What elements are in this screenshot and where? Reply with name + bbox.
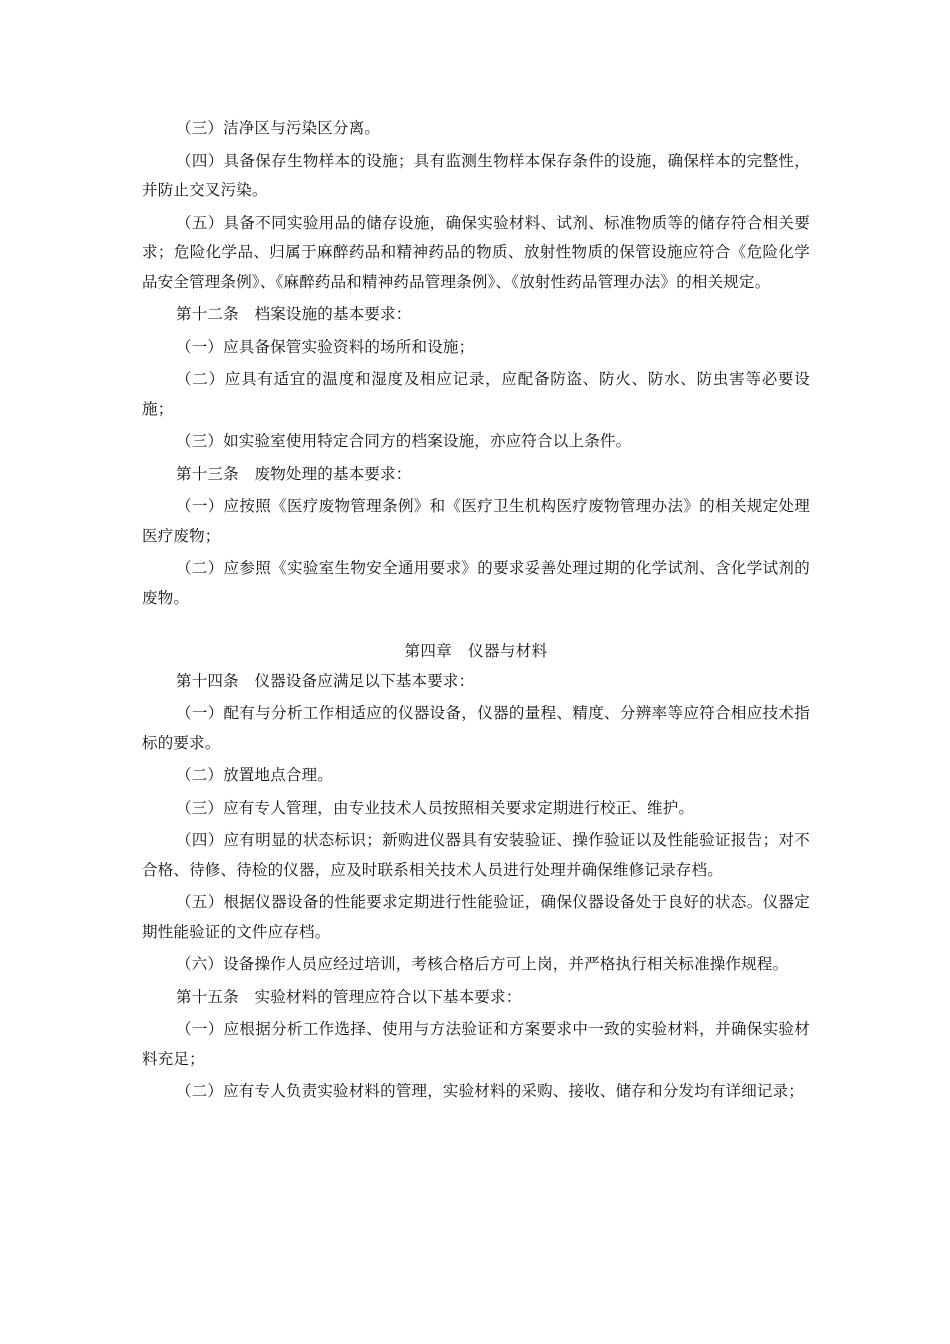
paragraph: （一）应根据分析工作选择、使用与方法验证和方案要求中一致的实验材料，并确保实验材料充足； [142,1020,810,1068]
document-page [142,114,810,1110]
paragraph: （五）具备不同实验用品的储存设施，确保实验材料、试剂、标准物质等的储存符合相关要求；危险化学品、归属于麻醉药品和精神药品的物质、放射性物质的保管设施应符合《危险化学品安全管理条例》、《麻醉药品和精神药品管理条例》、《放射性药品管理办法》的相关规定。 [142,213,810,291]
paragraph: （二）应参照《实验室生物安全通用要求》的要求妥善处理过期的化学试剂、含化学试剂的废物。 [142,559,810,607]
article-heading: 第十二条 档案设施的基本要求： [176,305,412,323]
paragraph: （六）设备操作人员应经过培训，考核合格后方可上岗，并严格执行相关标准操作规程。 [176,955,789,973]
paragraph: （三）应有专人管理，由专业技术人员按照相关要求定期进行校正、维护。 [176,798,695,817]
paragraph: （四）应有明显的状态标识；新购进仪器具有安装验证、操作验证以及性能验证报告；对不合格、待修、待检的仪器，应及时联系相关技术人员进行处理并确保维修记录存档。 [142,831,810,879]
paragraph: （四）具备保存生物样本的设施；具有监测生物样本保存条件的设施，确保样本的完整性，并防止交叉污染。 [142,151,810,199]
article-heading: 第十四条 仪器设备应满足以下基本要求： [176,671,475,690]
paragraph: （二）放置地点合理。 [176,766,334,784]
paragraph: （二）应有专人负责实验材料的管理，实验材料的采购、接收、储存和分发均有详细记录； [176,1082,805,1100]
paragraph: （五）根据仪器设备的性能要求定期进行性能验证，确保仪器设备处于良好的状态。仪器定期性能验证的文件应存档。 [142,893,810,941]
chapter-title: 第四章 仪器与材料 [404,642,548,660]
paragraph: （三）洁净区与污染区分离。 [176,119,381,137]
article-heading: 第十三条 废物处理的基本要求： [176,464,412,483]
paragraph: （三）如实验室使用特定合同方的档案设施，亦应符合以上条件。 [176,432,632,450]
paragraph: （一）配有与分析工作相适应的仪器设备，仪器的量程、精度、分辨率等应符合相应技术指标的要求。 [142,704,810,752]
paragraph: （二）应具有适宜的温度和湿度及相应记录，应配备防盗、防火、防水、防虫害等必要设施； [142,370,810,418]
paragraph: （一）应具备保管实验资料的场所和设施； [176,337,475,356]
article-heading: 第十五条 实验材料的管理应符合以下基本要求： [176,987,522,1006]
paragraph: （一）应按照《医疗废物管理条例》和《医疗卫生机构医疗废物管理办法》的相关规定处理医疗废物； [142,497,810,545]
